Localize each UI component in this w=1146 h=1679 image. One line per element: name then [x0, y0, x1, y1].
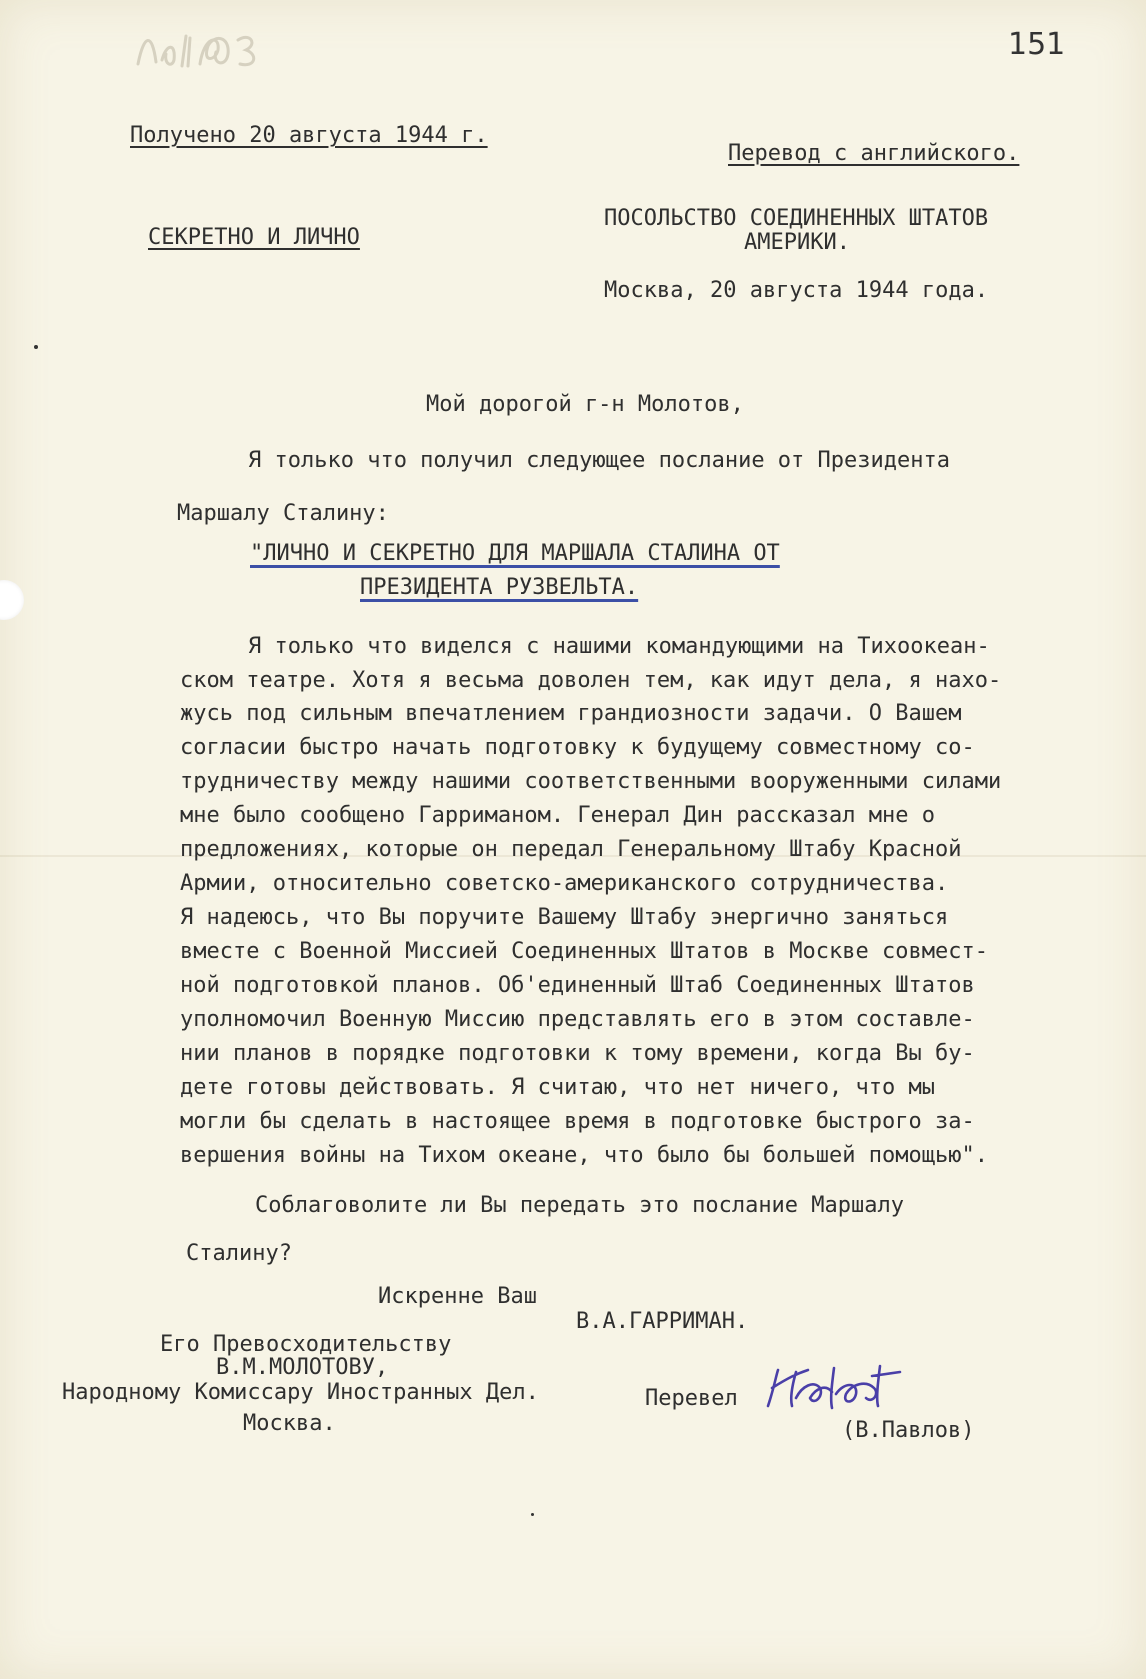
- translator-name: (В.Павлов): [842, 1418, 975, 1443]
- addressee-line-1: Его Превосходительству: [160, 1332, 452, 1357]
- message-heading-line-2: ПРЕЗИДЕНТА РУЗВЕЛЬТА.: [360, 575, 639, 600]
- translator-signature: [762, 1358, 912, 1418]
- page-number: 151: [1008, 27, 1066, 62]
- addressee-line-2: В.М.МОЛОТОВУ,: [216, 1355, 389, 1380]
- archive-pencil-mark: [130, 24, 270, 74]
- message-line: Я только что виделся с нашими командующими на Тихоокеан-: [248, 634, 990, 659]
- message-line: трудничеству между нашими соответственными вооруженными силами: [180, 769, 1002, 794]
- message-line: мне было сообщено Гарриманом. Генерал Дин рассказал мне о: [180, 803, 935, 828]
- closing: Искренне Ваш: [378, 1284, 537, 1309]
- message-line: дете готовы действовать. Я считаю, что нет ничего, что мы: [180, 1075, 935, 1100]
- place-date: Москва, 20 августа 1944 года.: [604, 278, 989, 303]
- addressee-line-3: Народному Комиссару Иностранных Дел.: [62, 1380, 539, 1405]
- message-line: Я надеюсь, что Вы поручите Вашему Штабу энергично заняться: [180, 905, 949, 930]
- message-heading-line-1: "ЛИЧНО И СЕКРЕТНО ДЛЯ МАРШАЛА СТАЛИНА ОТ: [250, 541, 780, 566]
- embassy-line-1: ПОСОЛЬСТВО СОЕДИНЕННЫХ ШТАТОВ: [604, 206, 989, 231]
- punch-hole-top: [0, 580, 24, 620]
- embassy-line-2: АМЕРИКИ.: [744, 230, 850, 255]
- request-line-1: Соблаговолите ли Вы передать это послание Маршалу: [255, 1193, 905, 1218]
- message-line: предложениях, которые он передал Генеральному Штабу Красной: [180, 837, 962, 862]
- translation-note: Перевод с английского.: [728, 141, 1020, 166]
- message-line: Армии, относительно советско-американского сотрудничества.: [180, 871, 949, 896]
- request-line-2: Сталину?: [186, 1241, 292, 1266]
- message-line: нии планов в порядке подготовки к тому времени, когда Вы бу-: [180, 1041, 975, 1066]
- message-line: вместе с Военной Миссией Соединенных Штатов в Москве совмест-: [180, 939, 988, 964]
- intro-line-1: Я только что получил следующее послание от Президента: [248, 448, 950, 473]
- ink-dot: [34, 345, 38, 349]
- classification-label: СЕКРЕТНО И ЛИЧНО: [148, 225, 360, 250]
- message-line: согласии быстро начать подготовку к будущему совместному со-: [180, 735, 975, 760]
- message-line: вершения войны на Тихом океане, что было бы большей помощью".: [180, 1143, 988, 1168]
- addressee-line-4: Москва.: [243, 1411, 336, 1436]
- signer-name: В.А.ГАРРИМАН.: [576, 1309, 749, 1334]
- message-line: жусь под сильным впечатлением грандиозности задачи. О Вашем: [180, 701, 962, 726]
- salutation: Мой дорогой г-н Молотов,: [426, 392, 744, 417]
- intro-line-2: Маршалу Сталину:: [177, 501, 389, 526]
- message-line: могли бы сделать в настоящее время в подготовке быстрого за-: [180, 1109, 975, 1134]
- message-line: ском театре. Хотя я весьма доволен тем, как идут дела, я нахо-: [180, 668, 1002, 693]
- translated-by-label: Перевел: [645, 1386, 738, 1411]
- message-line: ной подготовкой планов. Об'единенный Штаб Соединенных Штатов: [180, 973, 975, 998]
- message-line: уполномочил Военную Миссию представлять его в этом составле-: [180, 1007, 975, 1032]
- ink-dot-bottom: [531, 1513, 534, 1516]
- received-date: Получено 20 августа 1944 г.: [130, 123, 488, 148]
